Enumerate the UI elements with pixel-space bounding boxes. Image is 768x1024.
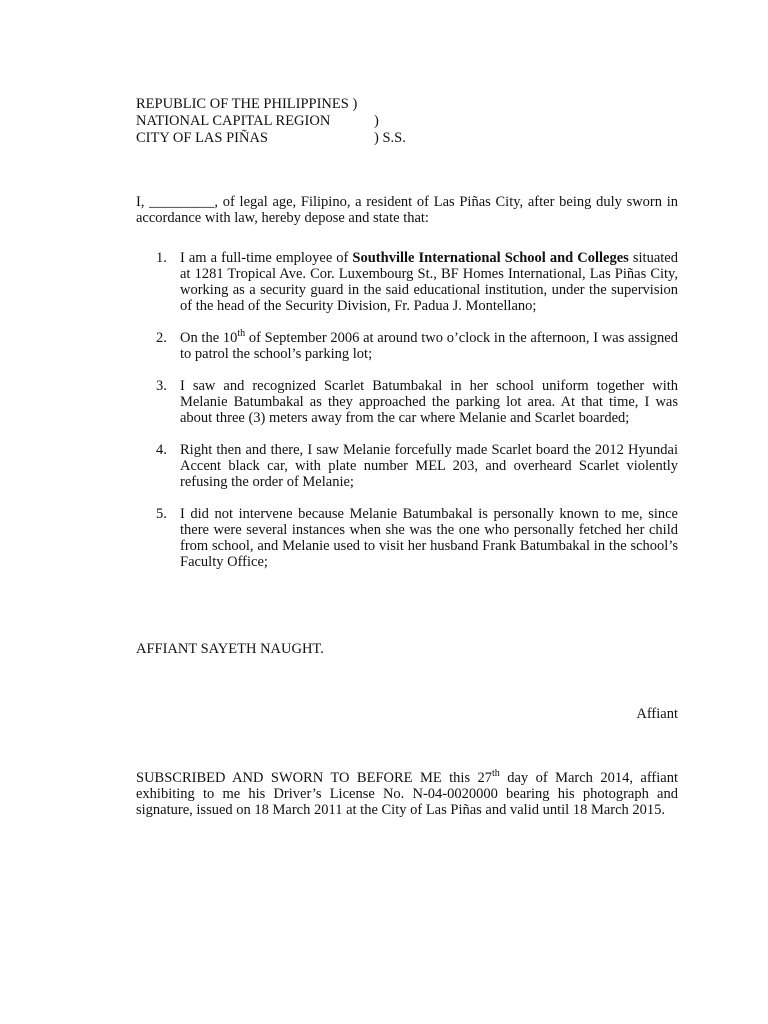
list-item — [156, 506, 678, 570]
item-text: I am a full-time employee of — [180, 250, 353, 266]
caption-region-paren: ) — [374, 113, 379, 129]
jurat-text: SUBSCRIBED AND SWORN TO BEFORE ME this 27 — [136, 770, 493, 786]
statement-list — [156, 250, 678, 586]
list-item — [156, 250, 678, 314]
item-text: situated at 1281 Tropical Ave. Cor. Luxembourg St., BF Homes International, Las Piñas City, working as a security guard in the said educational institution, under the supervision of the head of the Security Division, Fr. Padua J. Montellano; — [180, 250, 678, 314]
list-item — [156, 378, 678, 426]
closing-statement: AFFIANT SAYETH NAUGHT. — [136, 641, 324, 657]
ordinal-suffix: th — [237, 328, 246, 340]
item-number: 5. — [156, 506, 167, 522]
intro-paragraph: I, _________, of legal age, Filipino, a resident of Las Piñas City, after being duly sworn in accordance with law, hereby depose and state that: — [136, 194, 678, 226]
item-text: of September 2006 at around two o’clock in the afternoon, I was assigned to patrol the school’s parking lot; — [180, 330, 678, 362]
caption-republic: REPUBLIC OF THE PHILIPPINES ) — [136, 96, 358, 112]
item-text: Right then and there, I saw Melanie forcefully made Scarlet board the 2012 Hyundai Accent black car, with plate number MEL 203, and overheard Scarlet violently refusing the order of Melanie; — [180, 442, 678, 490]
school-name: Southville International School and Colleges — [352, 250, 629, 266]
caption-city: CITY OF LAS PIÑAS — [136, 130, 268, 146]
item-text: On the 10 — [180, 330, 238, 346]
jurat-text: day of March 2014, affiant exhibiting to me his Driver’s License No. N-04-0020000 bearing his photograph and signature, issued on 18 March 2011 at the City of Las Piñas and valid until 18 March 2015. — [136, 770, 678, 818]
affiant-signature-label: Affiant — [636, 706, 678, 722]
item-number: 1. — [156, 250, 167, 266]
list-item — [156, 442, 678, 490]
item-text: I did not intervene because Melanie Batumbakal is personally known to me, since there were several instances when she was the one who personally fetched her child from school, and Melanie used to visit her husband Frank Batumbakal in the school’s Faculty Office; — [180, 506, 678, 570]
caption-region: NATIONAL CAPITAL REGION — [136, 113, 331, 129]
item-number: 2. — [156, 330, 167, 346]
item-number: 3. — [156, 378, 167, 394]
caption-city-paren: ) S.S. — [374, 130, 406, 146]
item-text: I saw and recognized Scarlet Batumbakal in her school uniform together with Melanie Batumbakal as they approached the parking lot area. At that time, I was about three (3) meters away from the car where Melanie and Scarlet boarded; — [180, 378, 678, 426]
jurat-paragraph — [136, 770, 678, 818]
list-item — [156, 330, 678, 362]
item-number: 4. — [156, 442, 167, 458]
ordinal-suffix: th — [492, 768, 500, 780]
